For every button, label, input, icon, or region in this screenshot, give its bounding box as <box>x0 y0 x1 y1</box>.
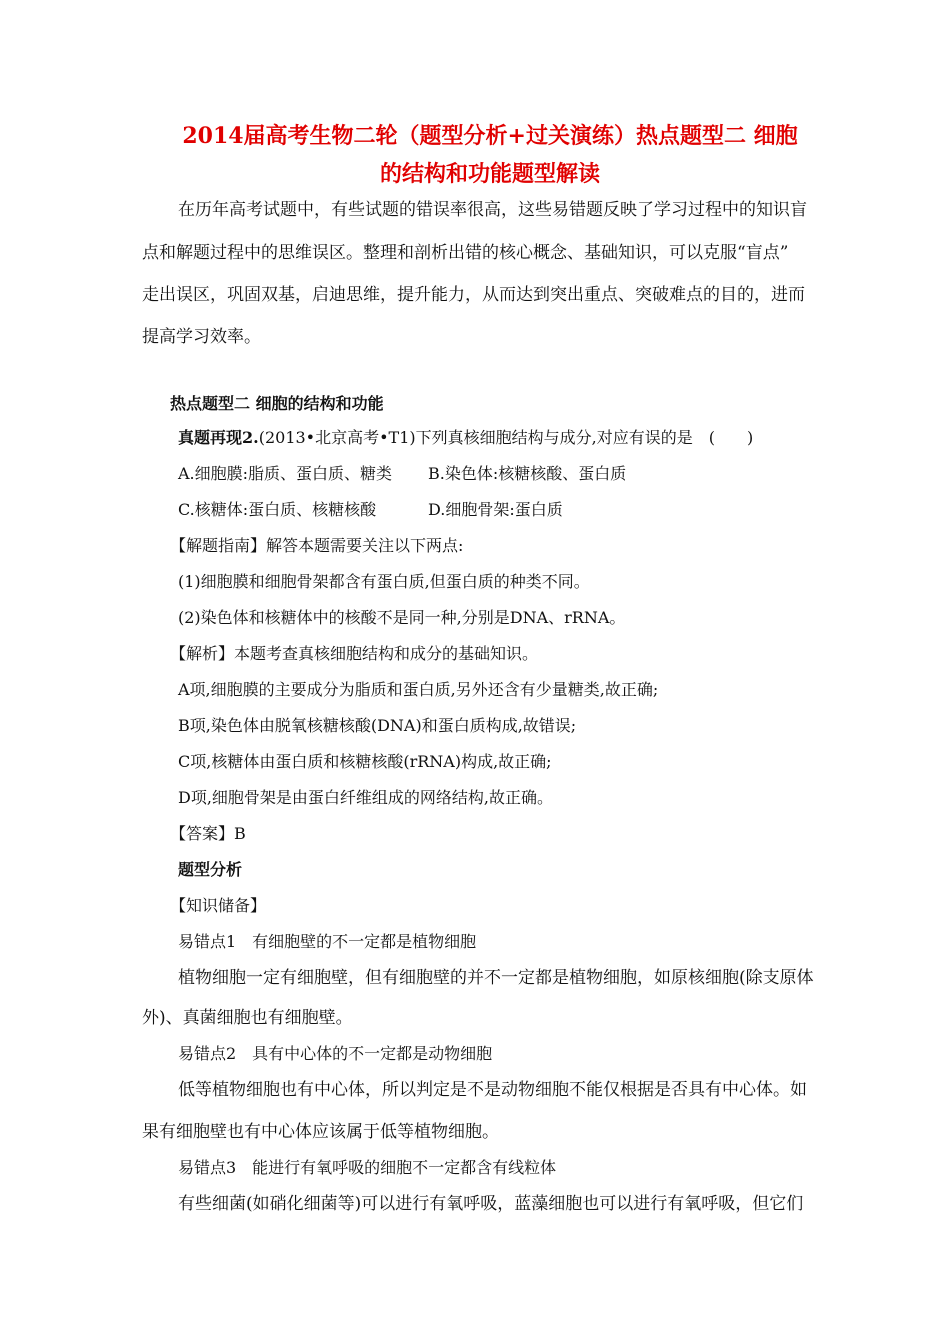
question-stem: (2013•北京高考•T1)下列真核细胞结构与成分,对应有误的是 ( ) <box>258 428 754 447</box>
type-analysis-heading: 题型分析 <box>178 860 243 879</box>
guide-point-2: (2)染色体和核糖体中的核酸不是同一种,分别是DNA、rRNA。 <box>178 608 626 627</box>
point-2-title: 易错点2 具有中心体的不一定都是动物细胞 <box>178 1044 493 1063</box>
option-c: C.核糖体:蛋白质、核糖核酸 <box>178 500 377 519</box>
analysis-c: C项,核糖体由蛋白质和核糖核酸(rRNA)构成,故正确; <box>178 752 552 771</box>
point-2-line-2: 果有细胞壁也有中心体应该属于低等植物细胞。 <box>142 1122 499 1142</box>
guide-point-1: (1)细胞膜和细胞骨架都含有蛋白质,但蛋白质的种类不同。 <box>178 572 590 591</box>
analysis-heading: 【解析】本题考查真核细胞结构和成分的基础知识。 <box>170 644 539 663</box>
intro-line-2: 点和解题过程中的思维误区。整理和剖析出错的核心概念、基础知识，可以克服“盲点” <box>142 243 789 263</box>
point-1-title: 易错点1 有细胞壁的不一定都是植物细胞 <box>178 932 477 951</box>
point-1-line-1: 植物细胞一定有细胞壁，但有细胞壁的并不一定都是植物细胞，如原核细胞(除支原体 <box>178 968 814 988</box>
analysis-b: B项,染色体由脱氧核糖核酸(DNA)和蛋白质构成,故错误; <box>178 716 577 735</box>
intro-line-4: 提高学习效率。 <box>142 327 261 347</box>
question-line <box>178 427 753 449</box>
option-d: D.细胞骨架:蛋白质 <box>428 500 563 519</box>
guide-heading: 【解题指南】解答本题需要关注以下两点: <box>170 536 464 555</box>
point-1-line-2: 外)、真菌细胞也有细胞壁。 <box>142 1008 353 1028</box>
knowledge-heading: 【知识储备】 <box>170 896 267 915</box>
section-heading: 热点题型二 细胞的结构和功能 <box>170 394 384 413</box>
answer: 【答案】B <box>170 824 246 843</box>
intro-line-1: 在历年高考试题中，有些试题的错误率很高，这些易错题反映了学习过程中的知识盲 <box>178 200 807 220</box>
point-2-line-1: 低等植物细胞也有中心体，所以判定是不是动物细胞不能仅根据是否具有中心体。如 <box>178 1080 807 1100</box>
intro-line-3: 走出误区，巩固双基，启迪思维，提升能力，从而达到突出重点、突破难点的目的，进而 <box>142 285 805 305</box>
doc-title-line2: 的结构和功能题型解读 <box>379 161 600 187</box>
analysis-a: A项,细胞膜的主要成分为脂质和蛋白质,另外还含有少量糖类,故正确; <box>178 680 659 699</box>
question-label: 真题再现2. <box>178 428 259 447</box>
option-b: B.染色体:核糖核酸、蛋白质 <box>428 464 627 483</box>
point-3-title: 易错点3 能进行有氧呼吸的细胞不一定都含有线粒体 <box>178 1158 557 1177</box>
point-3-line-1: 有些细菌(如硝化细菌等)可以进行有氧呼吸，蓝藻细胞也可以进行有氧呼吸，但它们 <box>178 1194 804 1214</box>
analysis-d: D项,细胞骨架是由蛋白纤维组成的网络结构,故正确。 <box>178 788 554 807</box>
option-a: A.细胞膜:脂质、蛋白质、糖类 <box>178 464 393 483</box>
doc-title-line1: 2014届高考生物二轮（题型分析+过关演练）热点题型二 细胞 <box>182 123 798 149</box>
